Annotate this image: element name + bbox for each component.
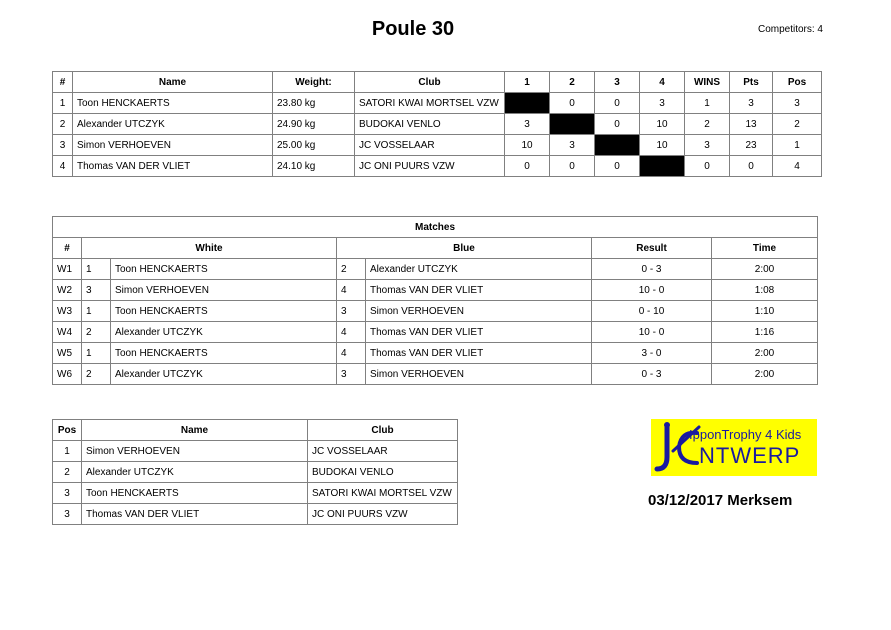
rank-pos: 3 [53,504,82,525]
white-name: Alexander UTCZYK [111,364,337,385]
table-row [53,301,818,322]
poule-table [52,71,822,177]
competitor-name: Simon VERHOEVEN [73,135,273,156]
rank-name: Toon HENCKAERTS [82,483,308,504]
blue-num: 4 [337,322,366,343]
self-cell [595,135,640,156]
competitor-name: Toon HENCKAERTS [73,93,273,114]
row-num: 3 [53,135,73,156]
pos-cell: 1 [773,135,822,156]
col-num: # [53,72,73,93]
ranking-header-row [53,420,458,441]
score-cell: 0 [505,156,550,177]
blue-name: Thomas VAN DER VLIET [366,343,592,364]
wins-cell: 0 [685,156,730,177]
competitor-club: JC ONI PUURS VZW [355,156,505,177]
match-result: 0 - 3 [592,364,712,385]
ippon-trophy-logo [651,419,817,476]
rank-pos: 2 [53,462,82,483]
col-name: Name [73,72,273,93]
wins-cell: 1 [685,93,730,114]
competitor-name: Thomas VAN DER VLIET [73,156,273,177]
col-4: 4 [640,72,685,93]
table-row [53,156,822,177]
white-name: Toon HENCKAERTS [111,301,337,322]
match-id: W4 [53,322,82,343]
white-num: 1 [82,343,111,364]
col-rank-club: Club [308,420,458,441]
score-cell: 3 [640,93,685,114]
blue-name: Thomas VAN DER VLIET [366,322,592,343]
score-cell: 10 [640,135,685,156]
col-club: Club [355,72,505,93]
match-id: W3 [53,301,82,322]
poule-header-row [53,72,822,93]
competitor-club: BUDOKAI VENLO [355,114,505,135]
table-row [53,343,818,364]
matches-caption: Matches [53,217,818,238]
col-time: Time [712,238,818,259]
match-time: 2:00 [712,343,818,364]
score-cell: 0 [550,93,595,114]
competitor-weight: 25.00 kg [273,135,355,156]
table-row [53,280,818,301]
table-row [53,441,458,462]
pos-cell: 2 [773,114,822,135]
rank-pos: 3 [53,483,82,504]
matches-header-row [53,238,818,259]
match-time: 2:00 [712,364,818,385]
score-cell: 3 [505,114,550,135]
col-1: 1 [505,72,550,93]
table-row [53,364,818,385]
score-cell: 10 [640,114,685,135]
rank-club: BUDOKAI VENLO [308,462,458,483]
match-id: W6 [53,364,82,385]
col-pos: Pos [773,72,822,93]
score-cell: 0 [550,156,595,177]
logo-city: NTWERP [699,443,801,468]
match-id: W5 [53,343,82,364]
ranking-table [52,419,458,525]
col-3: 3 [595,72,640,93]
row-num: 4 [53,156,73,177]
rank-club: JC VOSSELAAR [308,441,458,462]
match-time: 1:16 [712,322,818,343]
white-num: 2 [82,364,111,385]
self-cell [505,93,550,114]
white-name: Toon HENCKAERTS [111,259,337,280]
table-row [53,504,458,525]
blue-name: Simon VERHOEVEN [366,364,592,385]
match-id: W1 [53,259,82,280]
match-time: 1:08 [712,280,818,301]
row-num: 2 [53,114,73,135]
score-cell: 3 [550,135,595,156]
blue-name: Thomas VAN DER VLIET [366,280,592,301]
match-result: 0 - 10 [592,301,712,322]
competitor-weight: 23.80 kg [273,93,355,114]
pos-cell: 4 [773,156,822,177]
white-num: 1 [82,301,111,322]
rank-name: Simon VERHOEVEN [82,441,308,462]
pos-cell: 3 [773,93,822,114]
competitor-weight: 24.10 kg [273,156,355,177]
competitor-name: Alexander UTCZYK [73,114,273,135]
col-rank-name: Name [82,420,308,441]
blue-num: 3 [337,364,366,385]
col-pts: Pts [730,72,773,93]
col-blue: Blue [337,238,592,259]
competitor-weight: 24.90 kg [273,114,355,135]
match-time: 1:10 [712,301,818,322]
competitor-club: JC VOSSELAAR [355,135,505,156]
table-row [53,462,458,483]
rank-club: SATORI KWAI MORTSEL VZW [308,483,458,504]
table-row [53,135,822,156]
pts-cell: 3 [730,93,773,114]
col-wins: WINS [685,72,730,93]
blue-num: 3 [337,301,366,322]
row-num: 1 [53,93,73,114]
table-row [53,114,822,135]
white-num: 1 [82,259,111,280]
pts-cell: 13 [730,114,773,135]
logo-tagline: IpponTrophy 4 Kids [689,427,802,442]
col-white: White [82,238,337,259]
white-num: 3 [82,280,111,301]
wins-cell: 3 [685,135,730,156]
competitors-count: Competitors: 4 [757,24,823,35]
blue-num: 2 [337,259,366,280]
col-rank-pos: Pos [53,420,82,441]
match-id: W2 [53,280,82,301]
table-row [53,259,818,280]
table-row [53,93,822,114]
col-match-id: # [53,238,82,259]
rank-name: Alexander UTCZYK [82,462,308,483]
rank-pos: 1 [53,441,82,462]
match-result: 0 - 3 [592,259,712,280]
table-row [53,483,458,504]
col-result: Result [592,238,712,259]
rank-club: JC ONI PUURS VZW [308,504,458,525]
blue-name: Simon VERHOEVEN [366,301,592,322]
match-result: 3 - 0 [592,343,712,364]
blue-num: 4 [337,280,366,301]
wins-cell: 2 [685,114,730,135]
match-time: 2:00 [712,259,818,280]
white-name: Alexander UTCZYK [111,322,337,343]
pts-cell: 0 [730,156,773,177]
match-result: 10 - 0 [592,322,712,343]
score-cell: 10 [505,135,550,156]
matches-table [52,216,818,385]
col-2: 2 [550,72,595,93]
self-cell [550,114,595,135]
event-date-location: 03/12/2017 Merksem [648,492,793,509]
white-num: 2 [82,322,111,343]
match-result: 10 - 0 [592,280,712,301]
blue-num: 4 [337,343,366,364]
col-weight: Weight: [273,72,355,93]
white-name: Simon VERHOEVEN [111,280,337,301]
score-cell: 0 [595,93,640,114]
score-cell: 0 [595,156,640,177]
table-row [53,322,818,343]
competitor-club: SATORI KWAI MORTSEL VZW [355,93,505,114]
white-name: Toon HENCKAERTS [111,343,337,364]
score-cell: 0 [595,114,640,135]
blue-name: Alexander UTCZYK [366,259,592,280]
pts-cell: 23 [730,135,773,156]
self-cell [640,156,685,177]
page-title: Poule 30 [371,18,455,40]
rank-name: Thomas VAN DER VLIET [82,504,308,525]
